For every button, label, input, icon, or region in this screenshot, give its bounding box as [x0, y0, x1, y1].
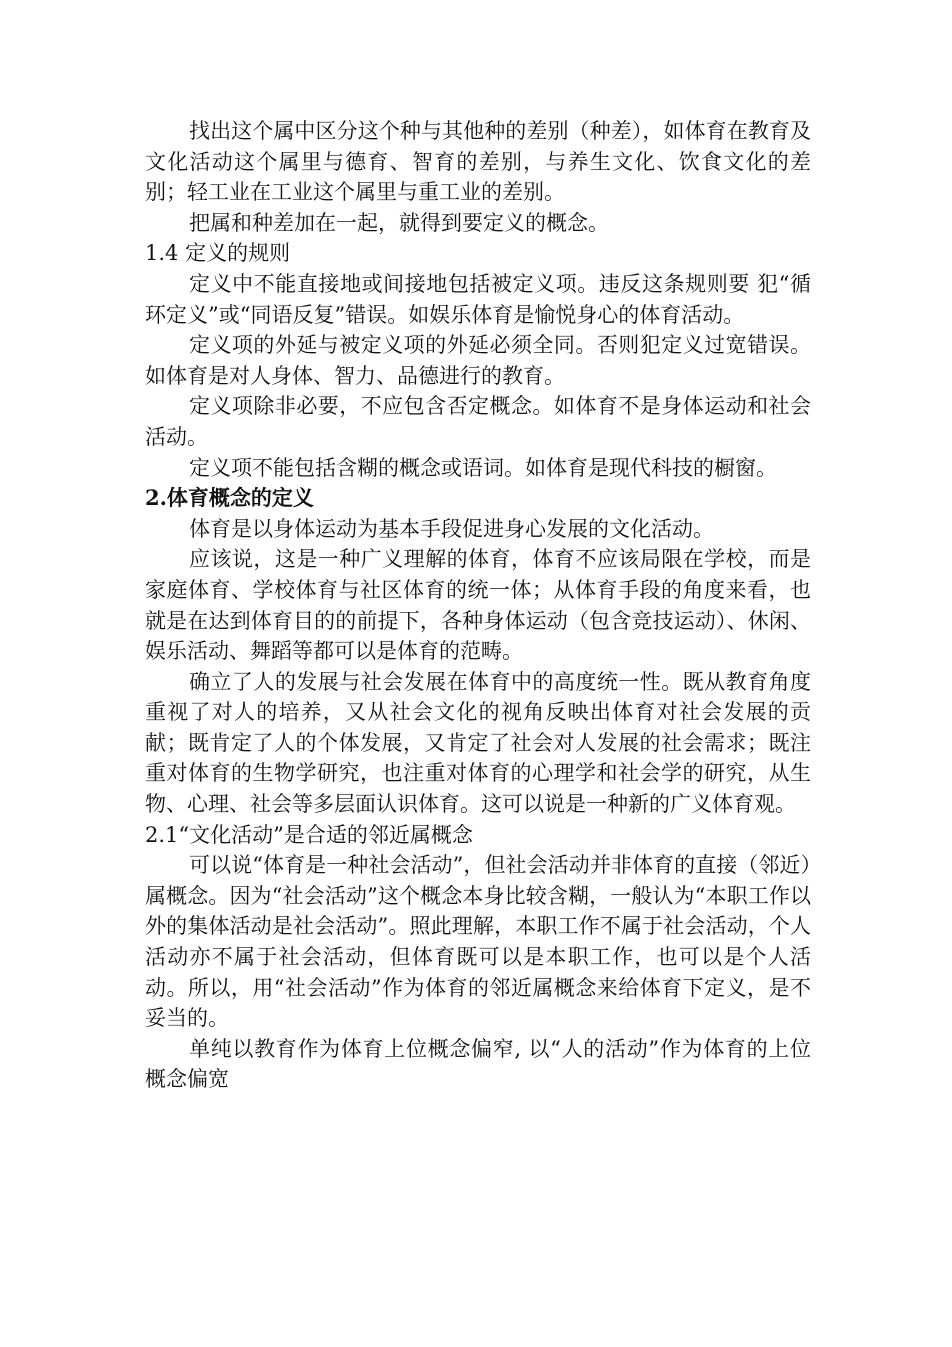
section-heading-1-4: 1.4 定义的规则: [145, 241, 291, 266]
paragraph-broad-understanding: 应该说，这是一种广义理解的体育，体育不应该局限在学校，而是家庭体育、学校体育与社区体育的统一体；从体育手段的角度来看，也就是在达到体育目的的前提下，各种身体运动（包含竞技运动）、休闲、娱乐活动、舞蹈等都可以是体育的范畴。: [145, 547, 811, 664]
paragraph-genus-plus-difference: 把属和种差加在一起，就得到要定义的概念。: [189, 210, 609, 235]
paragraph-genus-difference: 找出这个属中区分这个种与其他种的差别（种差），如体育在教育及文化活动这个属里与德育、智育的差别，与养生文化、饮食文化的差别；轻工业在工业这个属里与重工业的差别。: [145, 119, 811, 205]
paragraph-upper-concept: 单纯以教育作为体育上位概念偏窄, 以“人的活动”作为体育的上位概念偏宽: [145, 1036, 811, 1092]
paragraph-rule-circular: 定义中不能直接地或间接地包括被定义项。违反这条规则要 犯“循环定义”或“同语反复”错误。如娱乐体育是愉悦身心的体育活动。: [145, 271, 811, 327]
section-heading-2-1: 2.1“文化活动”是合适的邻近属概念: [145, 822, 473, 847]
paragraph-unity: 确立了人的发展与社会发展在体育中的高度统一性。既从教育角度重视了对人的培养，又从社会文化的视角反映出体育对社会发展的贡献；既肯定了人的个体发展，又肯定了社会对人发展的社会需求；既注重对体育的生物学研究，也注重对体育的心理学和社会学的研究，从生物、心理、社会等多层面认识体育。这可以说是一种新的广义体育观。: [145, 669, 811, 817]
paragraph-rule-negation: 定义项除非必要，不应包含否定概念。如体育不是身体运动和社会活动。: [145, 394, 811, 449]
paragraph-rule-vague: 定义项不能包括含糊的概念或语词。如体育是现代科技的橱窗。: [189, 455, 777, 480]
paragraph-social-activity: 可以说“体育是一种社会活动”，但社会活动并非体育的直接（邻近）属概念。因为“社会活动”这个概念本身比较含糊，一般认为“本职工作以外的集体活动是社会活动”。照此理解，本职工作不属于社会活动，个人活动亦不属于社会活动，但体育既可以是本职工作，也可以是个人活动。所以，用“社会活动”作为体育的邻近属概念来给体育下定义，是不妥当的。: [145, 853, 811, 1031]
paragraph-rule-extension: 定义项的外延与被定义项的外延必须全同。否则犯定义过宽错误。如体育是对人身体、智力、品德进行的教育。: [145, 333, 811, 388]
document-body: [145, 116, 811, 1095]
paragraph-definition: 体育是以身体运动为基本手段促进身心发展的文化活动。: [189, 516, 714, 541]
section-heading-2: 2.体育概念的定义: [145, 485, 314, 511]
